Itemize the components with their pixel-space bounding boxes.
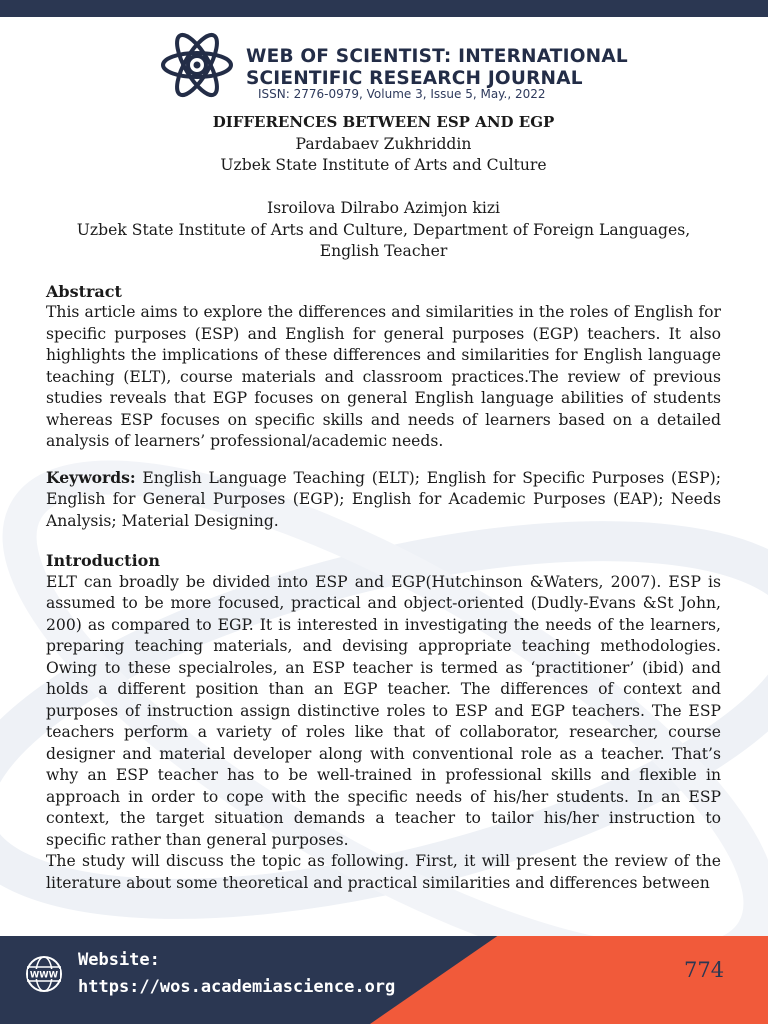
introduction-paragraph-1: ELT can broadly be divided into ESP and EGP(Hutchinson &Waters, 2007). ESP is assumed to be more focused, practical and object-oriented (Dudly-Evans &St John, 200) as compared to EGP. It is interested in investigating the needs of the learners, preparing teaching materials, and devising appropriate teaching methodologies. Owing to these specialroles, an ESP teacher is termed as ‘practitioner’ (ibid) and holds a different position than an EGP teacher. The differences of context and purposes of instruction assign distinctive roles to ESP and EGP teachers. The ESP teachers perform a variety of roles like that of collaborator, researcher, course designer and material developer along with conventional role as a teacher. That’s why an ESP teacher has to be well-trained in professional skills and flexible in approach in order to cope with the specific needs of his/her students. In an ESP context, the target situation demands a teacher to tailor his/her instruction to specific rather than general purposes.: [46, 572, 721, 849]
page-number: 774: [684, 958, 725, 982]
issn-line: ISSN: 2776-0979, Volume 3, Issue 5, May., 2022: [258, 87, 546, 101]
article-title: DIFFERENCES BETWEEN ESP AND EGP: [212, 113, 555, 131]
abstract-text: This article aims to explore the differences and similarities in the roles of English for specific purposes (ESP) and English for general purposes (EGP) teachers. It also highlights the implications of these differences and similarities for English language teaching (ELT), course materials and classroom practices.The review of previous studies reveals that EGP focuses on general English language abilities of students whereas ESP focuses on specific skills and needs of learners based on a detailed analysis of learners’ professional/academic needs.: [46, 303, 721, 450]
affiliation-1: Uzbek State Institute of Arts and Culture: [220, 156, 547, 174]
article-body: [46, 112, 721, 894]
atom-logo-icon: [160, 28, 234, 102]
keywords-text: English Language Teaching (ELT); English for Specific Purposes (ESP); English for General Purposes (EGP); English for Academic Purposes (EAP); Needs Analysis; Material Designing.: [46, 468, 721, 530]
keywords-paragraph: [46, 467, 721, 533]
journal-title-line1: WEB OF SCIENTIST: INTERNATIONAL: [246, 46, 628, 67]
top-bar: [0, 0, 768, 17]
author-1: Pardabaev Zukhriddin: [295, 134, 472, 153]
affiliation-2-line2: English Teacher: [319, 242, 448, 260]
affiliation-2-line1: Uzbek State Institute of Arts and Culture, Department of Foreign Languages,: [76, 220, 691, 239]
website-url[interactable]: https://wos.academiascience.org: [78, 977, 396, 997]
journal-title-line2: SCIENTIFIC RESEARCH JOURNAL: [246, 68, 583, 89]
introduction-heading: Introduction: [46, 551, 160, 570]
globe-www-icon: [24, 954, 64, 994]
spacer: [46, 177, 721, 199]
keywords-label: Keywords:: [46, 467, 136, 487]
masthead: [0, 20, 768, 110]
author-2: Isroilova Dilrabo Azimjon kizi: [266, 199, 501, 217]
website-label: Website:: [78, 950, 160, 970]
introduction-paragraph-2: The study will discuss the topic as following. First, it will present the review of the literature about some theoretical and practical similarities and differences between: [46, 852, 721, 892]
footer: [0, 936, 768, 1024]
spacer: [46, 453, 721, 467]
svg-text:WWW: WWW: [29, 970, 59, 981]
abstract-heading: Abstract: [46, 281, 122, 301]
